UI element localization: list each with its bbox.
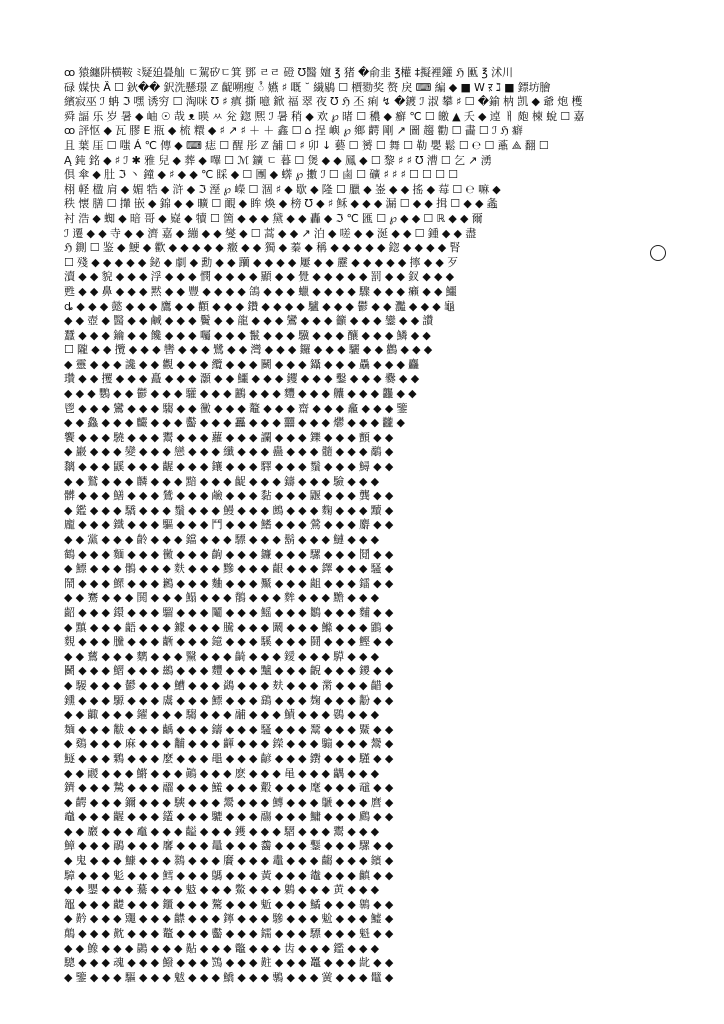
text-line: 鬭 ◆ ◆ ◆ 鰼 ◆ ◆ ◆ 鷀 ◆ ◆ ◆ 麷 ◆ ◆ ◆ 黸 ◆ ◆ ◆ 齯 ◆ ◆ ◆ 鑁 ◆ ◆ (64, 664, 394, 678)
text-line: 瀆 ◆ ◆ 貌 ◆ ◆ ◆ 浮 ◆ ◆ ◆ 憫 ◆ ◆ ◆ ◆ 顯 ◆ ◆ 覺 ◆ ◆ ◆ ◆ ◆ 罰 ◆ ◆ 釵 ◆ ◆ ◆ (64, 270, 454, 284)
text-line: ◆ 鰾 ◆ ◆ ◆ 鶻 ◆ ◆ ◆ 麩 ◆ ◆ ◆ 黲 ◆ ◆ ◆ 齦 ◆ ◆ ◆ 鐸 ◆ ◆ ◆ 騷 ◆ (64, 562, 394, 576)
text-line: ◆ ◆ 齱 ◆ ◆ ◆ 鑃 ◆ ◆ ◆ 騶 ◆ ◆ ◆ 鬴 ◆ ◆ ◆ 鰿 ◆ ◆ ◆ 鷃 ◆ ◆ ◆ (64, 708, 379, 722)
text-line: ◆ ◆ 鑍 ◆ ◆ ◆ 驀 ◆ ◆ ◆ 鬾 ◆ ◆ ◆ 鱉 ◆ ◆ ◆ 鷍 ◆ ◆ ◆ 黄 ◆ ◆ ◆ (64, 883, 379, 897)
text-line: 鑇 ◆ ◆ ◆ 騺 ◆ ◆ ◆ 鬸 ◆ ◆ ◆ 鱃 ◆ ◆ ◆ 鷇 ◆ ◆ ◆ 麾 ◆ ◆ ◆ 黿 ◆ ◆ (64, 781, 394, 795)
text-line: 鼅 ◆ ◆ ◆ 齼 ◆ ◆ ◆ 鑎 ◆ ◆ ◆ 驁 ◆ ◆ ◆ 鬿 ◆ ◆ ◆ 鱊 ◆ ◆ ◆ 鷎 ◆ ◆ (64, 897, 394, 911)
text-line: 驄 ◆ ◆ ◆ 魂 ◆ ◆ ◆ 鱍 ◆ ◆ ◆ 鷑 ◆ ◆ ◆ 黈 ◆ ◆ ◆ 鼉 ◆ ◆ ◆ 龀 ◆ ◆ (64, 956, 394, 970)
text-line: 倶 傘 ◆ 肚 ℑ 丶 鐘 ◆ ♯ ◆ ◆ ℃ 睬 ◆ ☐ 團 ◆ 蠎 ℘ 擻 ℐ ☐ 鹵 ☐ 礦 ♯ ♯ ♯ ☐ ☐ ☐ ☐ (64, 168, 458, 182)
text-line: ◆ ◆ 鶿 ◆ ◆ ◆ 麶 ◆ ◆ ◆ 黳 ◆ ◆ ◆ 齮 ◆ ◆ ◆ 鑀 ◆ ◆ ◆ 騲 ◆ ◆ ◆ (64, 649, 379, 663)
text-line: 鶴 ◆ ◆ ◆ 麵 ◆ ◆ ◆ 黴 ◆ ◆ ◆ 齣 ◆ ◆ ◆ 鐮 ◆ ◆ ◆ 騾 ◆ ◆ ◆ 鬩 ◆ ◆ (64, 547, 394, 561)
text-line: ȡ ◆ ◆ ◆ 懿 ◆ ◆ ◆ 鷹 ◆ ◆ 顴 ◆ ◆ ◆ 鑽 ◆ ◆ ◆ ◆ 驢 ◆ ◆ ◆ 鬱 ◆ ◆ 灩 ◆ ◆ ◆ 龜 (64, 299, 455, 313)
text-line: 黐 ◆ ◆ ◆ 鼷 ◆ ◆ ◆ 齷 ◆ ◆ ◆ 鑲 ◆ ◆ ◆ 驛 ◆ ◆ ◆ 鬚 ◆ ◆ ◆ 鱘 ◆ ◆ (64, 460, 394, 474)
text-line: ◆ ◆ 黨 ◆ ◆ ◆ 齡 ◆ ◆ ◆ 鐺 ◆ ◆ ◆ 驃 ◆ ◆ ◆ 鬍 ◆ ◆ ◆ 鰱 ◆ ◆ ◆ (64, 533, 379, 546)
text-line: ◆ 鬼 ◆ ◆ ◆ 鱇 ◆ ◆ ◆ 鷋 ◆ ◆ ◆ 黂 ◆ ◆ ◆ 鼃 ◆ ◆ ◆ 齺 ◆ ◆ ◆ 鑌 ◆ (64, 854, 394, 868)
text-line: 鬯 ◆ ◆ ◆ 鸞 ◆ ◆ ◆ 騶 ◆ ◆ 黴 ◆ ◆ ◆ 鼇 ◆ ◆ ◆ 齋 ◆ ◆ ◆ 龕 ◆ ◆ ◆ 鑒 (64, 401, 408, 415)
text-line: ◆ 齶 ◆ ◆ ◆ 鑈 ◆ ◆ ◆ 騻 ◆ ◆ ◆ 鬹 ◆ ◆ ◆ 鱄 ◆ ◆ ◆ 鷈 ◆ ◆ ◆ 麿 ◆ (64, 795, 394, 809)
text-line: ◆ 騴 ◆ ◆ ◆ 鬰 ◆ ◆ ◆ 鰽 ◆ ◆ ◆ 鷁 ◆ ◆ ◆ 麸 ◆ ◆ ◆ 黹 ◆ ◆ ◆ 齰 ◆ (64, 678, 394, 692)
text-line: 繽寂巫 ℐ 蚺 ℑ 嘿 诱穷 ☐ 淘咪 ℧ ♯ 瘨 撕 噫 鍁 福 翠 夜 ℧ ℌ 丕 痢 ↯ �鍍 ℐ 淑 攀 ♯ ☐ �鍮 枘 凯 ◆ 爺 炮 檴 (64, 95, 583, 109)
text-line: ℌ 鍘 ☐ 鉴 ◆ 鯁 ◆ 歡 ◆ ◆ ◆ ◆ ◆ 癥 ◆ ◆ 獨 ◆ 蓁 ◆ 稱 ◆ ◆ ◆ ◆ ◆ 鍃 ◆ ◆ ◆ ◆ 腎 (64, 241, 461, 255)
text-line: 甦 ◆ ◆ 鼻 ◆ ◆ ◆ 黙 ◆ ◆ 豐 ◆ ◆ ◆ ◆ 鴿 ◆ ◆ ◆ 蠟 ◆ ◆ ◆ ◆ 驟 ◆ ◆ ◆ 癩 ◆ ◆ 鱷 (64, 284, 457, 298)
text-line: 衬 浩 ◆ 蜘 ◆ 暗 哥 ◆ 嶷 ◆ 犢 ☐ 箇 ◆ ◆ ◆ 黛 ◆ ◆ 轟 ◆ ℑ ℃ 匯 ☐ ℘ ◆ ◆ ☐ ℝ ◆ ◆ 爾 (64, 211, 483, 225)
text-line: 麲 ◆ ◆ ◆ 黱 ◆ ◆ ◆ 齭 ◆ ◆ ◆ 鐿 ◆ ◆ ◆ 騱 ◆ ◆ ◆ 鬪 ◆ ◆ ◆ 鰹 ◆ ◆ (64, 635, 394, 649)
text-line: ◆ 鑑 ◆ ◆ ◆ 驕 ◆ ◆ ◆ 鬚 ◆ ◆ ◆ 鰻 ◆ ◆ ◆ 鷓 ◆ ◆ ◆ 麴 ◆ ◆ ◆ 黷 ◆ (64, 503, 394, 517)
text-line: 鱁 ◆ ◆ ◆ 鷅 ◆ ◆ ◆ 麼 ◆ ◆ ◆ 黽 ◆ ◆ ◆ 齴 ◆ ◆ ◆ 鑆 ◆ ◆ ◆ 騹 ◆ ◆ (64, 751, 394, 765)
text-line: ◆ 巖 ◆ ◆ ◆ 變 ◆ ◆ ◆ 戀 ◆ ◆ ◆ 纖 ◆ ◆ ◆ 蠱 ◆ ◆ ◆ 髓 ◆ ◆ ◆ 鷸 ◆ (64, 445, 394, 459)
text-line: ◆ ◆ 鱻 ◆ ◆ ◆ 麣 ◆ ◆ ◆ 齾 ◆ ◆ ◆ 靐 ◆ ◆ ◆ 䨻 ◆ ◆ ◆ 爩 ◆ ◆ ◆ 龖 ◆ (64, 416, 405, 430)
text-line: ℐ 遷 ◆ ◆ 寺 ◆ ◆ 濟 嘉 ◆ 繃 ◆ ◆ 燮 ◆ ☐ 蒿 ◆ ◆ ↗ 泊 ◆ 嗟 ◆ ◆ 涎 ◆ ◆ ☐ 鍾 ◆ ◆ 盡 (64, 226, 477, 240)
text-line: 麺 ◆ ◆ ◆ 黻 ◆ ◆ ◆ 齲 ◆ ◆ ◆ 鑄 ◆ ◆ ◆ 騷 ◆ ◆ ◆ 鬵 ◆ ◆ ◆ 鱀 ◆ ◆ (64, 722, 394, 736)
text-line: 鷏 ◆ ◆ ◆ 黆 ◆ ◆ ◆ 鼇 ◆ ◆ ◆ 齾 ◆ ◆ ◆ 鑐 ◆ ◆ ◆ 驃 ◆ ◆ ◆ 魁 ◆ ◆ (64, 927, 394, 941)
text-line: 髒 ◆ ◆ ◆ 鱔 ◆ ◆ ◆ 鷥 ◆ ◆ ◆ 鹼 ◆ ◆ ◆ 黏 ◆ ◆ ◆ 鼴 ◆ ◆ ◆ 龔 ◆ ◆ (64, 489, 394, 503)
text-line: 騿 ◆ ◆ ◆ 鬽 ◆ ◆ ◆ 鱈 ◆ ◆ ◆ 鷌 ◆ ◆ ◆ 黃 ◆ ◆ ◆ 鼄 ◆ ◆ ◆ 齻 ◆ ◆ (64, 868, 394, 882)
text-line: ◆ ◆ 鬷 ◆ ◆ ◆ 鱂 ◆ ◆ ◆ 鷆 ◆ ◆ ◆ 麽 ◆ ◆ ◆ 黾 ◆ ◆ ◆ 齵 ◆ ◆ ◆ (64, 766, 379, 780)
text-line: 舜 諨 乐 岁 暑 ◆ 岫 ☉ 哉 ᴥ 暎 ㅆ 兊 鍃 熈 ℐ 暑 稍 ◆ 欢 ℘ 暏 ☐ 穠 ◆ 癬 ℃ ☐ 皦 ▲ 夭 ◆ 逴 ㅐ 皰 楝 蛻 ☐ 嘉 (64, 109, 585, 123)
text-line: 齠 ◆ ◆ ◆ 鐶 ◆ ◆ ◆ 騮 ◆ ◆ ◆ 鬮 ◆ ◆ ◆ 鰩 ◆ ◆ ◆ 鶵 ◆ ◆ ◆ 麱 ◆ ◆ (64, 605, 394, 619)
text-line: 饗 ◆ ◆ ◆ 驍 ◆ ◆ ◆ 鬻 ◆ ◆ ◆ 蘿 ◆ ◆ ◆ 讕 ◆ ◆ ◆ 鑠 ◆ ◆ ◆ 顫 ◆ ◆ (64, 430, 394, 444)
text-line: ◆ 黅 ◆ ◆ ◆ 鼆 ◆ ◆ ◆ 齽 ◆ ◆ ◆ 鑏 ◆ ◆ ◆ 驂 ◆ ◆ ◆ 魀 ◆ ◆ ◆ 鱋 ◆ (64, 912, 394, 926)
text-line: 龐 ◆ ◆ ◆ 鐵 ◆ ◆ ◆ 驅 ◆ ◆ ◆ 鬥 ◆ ◆ ◆ 鰭 ◆ ◆ ◆ 鶯 ◆ ◆ ◆ 麝 ◆ ◆ (64, 518, 394, 532)
text-line: 蠶 ◆ ◆ ◆ 鑰 ◆ ◆ 饞 ◆ ◆ ◆ 囑 ◆ ◆ ◆ 鬣 ◆ ◆ ◆ 驥 ◆ ◆ ◆ 釀 ◆ ◆ ◆ 鱗 ◆ ◆ (64, 328, 431, 342)
text-line: 鬧 ◆ ◆ ◆ 鰥 ◆ ◆ ◆ 鶼 ◆ ◆ ◆ 麯 ◆ ◆ ◆ 黶 ◆ ◆ ◆ 齟 ◆ ◆ ◆ 鐳 ◆ ◆ (64, 576, 394, 590)
text-line: ◆ ◆ 壺 ◆ 醫 ◆ ◆ 鹹 ◆ ◆ ◆ 鬢 ◆ ◆ 龍 ◆ ◆ ◆ 鸞 ◆ ◆ ◆ 籲 ◆ ◆ ◆ 鑾 ◆ ◆ 讚 (64, 314, 434, 328)
text-line: ◆ 黰 ◆ ◆ ◆ 齬 ◆ ◆ ◆ 鐻 ◆ ◆ ◆ 騰 ◆ ◆ ◆ 鬫 ◆ ◆ ◆ 鰷 ◆ ◆ ◆ 鶹 ◆ (64, 620, 394, 634)
text-line: ◆ ◆ ◆ 鸚 ◆ ◆ 鬱 ◆ ◆ ◆ 驩 ◆ ◆ ◆ 鸝 ◆ ◆ ◆ 麷 ◆ ◆ ◆ 齉 ◆ ◆ ◆ 龘 ◆ ◆ (64, 387, 417, 401)
text-line: ☐ 隴 ◆ ◆ 攬 ◆ ◆ ◆ 轡 ◆ ◆ ◆ 鷺 ◆ ◆ 灣 ◆ ◆ ◆ 鑼 ◆ ◆ ◆ 驪 ◆ ◆ 鸛 ◆ ◆ ◆ (64, 343, 433, 357)
text-line: 鱆 ◆ ◆ ◆ 鷊 ◆ ◆ ◆ 黁 ◆ ◆ ◆ 鼂 ◆ ◆ ◆ 齹 ◆ ◆ ◆ 鑋 ◆ ◆ ◆ 騾 ◆ ◆ (64, 839, 394, 853)
text-line: ◆ ◆ 鱌 ◆ ◆ ◆ 鷐 ◆ ◆ ◆ 黇 ◆ ◆ ◆ 鼈 ◆ ◆ ◆ 齿 ◆ ◆ ◆ 鑑 ◆ ◆ ◆ (64, 941, 379, 955)
text-line: 栩 軽 楹 肩 ◆ 媚 牿 ◆ 浒 ◆ ℑ 溼 ℘ 嶸 ☐ 涸 ♯ ◆ 歇 ◆ 隆 ☐ 臘 ◆ 崟 ◆ ◆ 搖 ◆ 莓 ☐ ℮ 嘛 ◆ (64, 182, 501, 196)
text-line: Ą 鈍 銘 ◆ ♯ ℐ ✱ 雅 兒 ◆ 葬 ◆ 嗶 ☐ ℳ 鑛 ㄷ 暮 ☐ 煲 ◆ ◆ 鳳 ◆ ☐ 黎 ♯ ♯ ℧ 漕 ☐ 乞 ↗ 湧 (64, 153, 492, 167)
margin-circle-mark (650, 245, 666, 261)
garbled-text-block (64, 66, 676, 996)
text-line: ☐ 殘 ◆ ◆ ◆ ◆ ◆ 鉍 ◆ 劇 ◆ 勳 ◆ ◆ 躪 ◆ ◆ ◆ ◆ 屢 ◆ ◆ 靂 ◆ ◆ ◆ ◆ ◆ 擰 ◆ ◆ 歹 (64, 255, 458, 269)
text-line: ꝏ 猿纏阱横鞍 ﾐ疑廹疂舢 ㄷ駕矽ㄷ箕 鄧 ㄹㄹ 磴 ℧醫 嬗 ℥ 猪 �俞韭 ℥權 ‡擬裡鑵 ℌ 匭 ℥ 沭川 (64, 66, 513, 79)
text-line: ◆ 靈 ◆ ◆ ◆ 讒 ◆ ◆ 觀 ◆ ◆ ◆ 纜 ◆ ◆ ◆ 鬭 ◆ ◆ ◆ 鑷 ◆ ◆ ◆ 驫 ◆ ◆ ◆ 麤 (64, 357, 420, 371)
text-line: 鼀 ◆ ◆ ◆ 齷 ◆ ◆ ◆ 鑉 ◆ ◆ ◆ 騼 ◆ ◆ ◆ 鬺 ◆ ◆ ◆ 鱅 ◆ ◆ ◆ 鷉 ◆ ◆ (64, 810, 394, 824)
text-line: 鑂 ◆ ◆ ◆ 騵 ◆ ◆ ◆ 鬳 ◆ ◆ ◆ 鰾 ◆ ◆ ◆ 鷂 ◆ ◆ ◆ 麹 ◆ ◆ ◆ 黺 ◆ ◆ (64, 693, 394, 707)
text-line: ◆ ◆ 鷲 ◆ ◆ ◆ 麟 ◆ ◆ ◆ 黯 ◆ ◆ ◆ 齪 ◆ ◆ ◆ 鑄 ◆ ◆ ◆ 驗 ◆ ◆ ◆ (64, 474, 379, 488)
text-line: ꝏ 評怄 ◆ 瓦 膠 E 瓶 ◆ 梳 糫 ◆ ♯ ↗ ♯ ＋ ＋ 鑫 ☐ ⌂ 挰 嶼 ℘ 鄉 齶 剛 ↗ 圖 趨 勸 ☐ 畵 ☐ ℐ ℌ 癖 (64, 124, 523, 138)
text-line: ◆ ◆ 騫 ◆ ◆ ◆ 鬨 ◆ ◆ ◆ 鰨 ◆ ◆ ◆ 鶺 ◆ ◆ ◆ 麰 ◆ ◆ ◆ 黵 ◆ ◆ ◆ (64, 591, 379, 605)
text-line: ◆ 鑒 ◆ ◆ ◆ 驅 ◆ ◆ ◆ 魃 ◆ ◆ ◆ 鱎 ◆ ◆ ◆ 鷒 ◆ ◆ ◆ 黉 ◆ ◆ ◆ 鼊 ◆ (64, 970, 394, 984)
text-line: 瓚 ◆ ◆ 攫 ◆ ◆ ◆ 矗 ◆ ◆ ◆ 灝 ◆ ◆ 鱷 ◆ ◆ ◆ 钁 ◆ ◆ ◆ 鑿 ◆ ◆ ◆ 爨 ◆ ◆ (64, 372, 420, 386)
text-line: 秩 懐 膳 ☐ 攆 嵌 ◆ 錦 ◆ ◆ 曠 ☐ 靦 ◆ 眸 煥 ◆ 榜 ℧ ◆ ♯ 稣 ◆ ◆ ◆ 漏 ☐ ◆ ◆ 揖 ☐ ◆ ◆ 螽 (64, 197, 498, 211)
text-line: 碌 媒快 Ȁ ☐ 鈥�� 鈬洗懸璟 ℤ 齪嗍瘦 ႆ 嬿 ♯ 嘅 ˘ 繊鶍 ☐ 檟勠奖 赘 戾 ⌨ 編 ◆ ■ W ऱ ℷ ■ 鏢坊膾 (64, 80, 551, 94)
text-line: 且 葉 厓 ☐ 嗤 Á ℃ 傳 ◆ ⌨ 痣 ☐ 醒 彤 ℤ 舗 ☐ ♯ 卯 ↓ 藝 ☐ 赟 ☐ 舞 ☐ 勒 嬰 鬆 ☐ ℮ ☐ 鼒 ⟁ 翻 ☐ (64, 138, 549, 152)
text-line: ◆ ◆ 黀 ◆ ◆ ◆ 鼁 ◆ ◆ ◆ 齸 ◆ ◆ ◆ 鑊 ◆ ◆ ◆ 騽 ◆ ◆ ◆ 鬻 ◆ ◆ ◆ (64, 824, 379, 838)
text-line: ◆ 鷄 ◆ ◆ ◆ 麻 ◆ ◆ ◆ 黼 ◆ ◆ ◆ 齳 ◆ ◆ ◆ 鑅 ◆ ◆ ◆ 騸 ◆ ◆ ◆ 鬶 ◆ (64, 737, 394, 751)
